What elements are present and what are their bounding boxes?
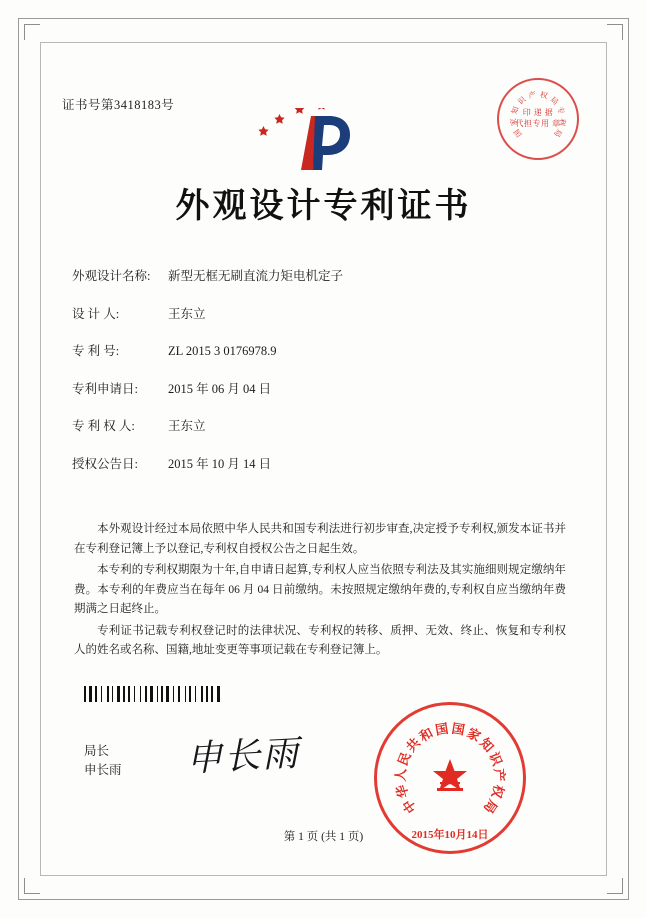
barcode	[84, 686, 259, 702]
certificate-number: 证书号第3418183号	[62, 98, 175, 112]
corner-mark-top-right	[607, 24, 623, 40]
paragraph-3: 专利证书记载专利权登记时的法律状况、专利权的转移、质押、无效、终止、恢复和专利权人的姓名或名称、国籍,地址变更等事项记载在专利登记簿上。	[74, 624, 566, 656]
field-designer	[72, 306, 572, 322]
legal-text-block	[74, 520, 566, 663]
field-value: 2015 年 10 月 14 日	[168, 456, 272, 471]
field-value: ZL 2015 3 0176978.9	[168, 344, 277, 358]
corner-mark-bottom-right	[607, 878, 623, 894]
sipo-logo-icon	[255, 108, 365, 174]
field-design-name	[72, 268, 572, 284]
field-patent-number	[72, 343, 572, 359]
paragraph-2: 本专利的专利权期限为十年,自申请日起算,专利权人应当依照专利法及其实施细则规定缴纳年费。本专利的年费应当在每年 06 月 04 日前缴纳。未按照规定缴纳年费的,专利权自应当缴纳年费期满之日起终止。	[74, 564, 566, 615]
field-value: 2015 年 06 月 04 日	[168, 381, 272, 396]
handwritten-signature: 申长雨	[185, 733, 302, 779]
field-list	[72, 268, 572, 493]
seal-emblem-icon	[427, 755, 473, 801]
signer-role: 局长	[84, 744, 110, 758]
field-application-date	[72, 381, 572, 397]
signer-name: 申长雨	[84, 763, 122, 777]
field-label: 设 计 人:	[72, 306, 120, 321]
field-value: 新型无框无刷直流力矩电机定子	[168, 269, 344, 283]
field-grant-date	[72, 456, 572, 472]
top-right-red-stamp	[497, 78, 579, 160]
signature-block	[84, 742, 122, 780]
seal-ring-text: 中 华 人 民 共 和 国 国 家 知 识 产 权 局	[392, 720, 508, 817]
corner-mark-top-left	[24, 24, 40, 40]
stamp-center-text: 印 递 据 代担专用 章	[515, 108, 561, 128]
field-label: 专 利 号:	[72, 344, 120, 358]
field-label: 专 利 权 人:	[72, 419, 135, 433]
page-footer: 第 1 页 (共 1 页)	[283, 831, 364, 843]
field-label: 外观设计名称:	[72, 269, 151, 283]
field-patentee	[72, 418, 572, 434]
field-value: 王东立	[168, 419, 206, 433]
field-label: 专利申请日:	[72, 381, 138, 396]
seal-date: 2015年10月14日	[411, 829, 489, 841]
field-label: 授权公告日:	[72, 456, 138, 471]
page-title: 外观设计专利证书	[175, 188, 472, 225]
field-value: 王东立	[168, 306, 206, 321]
paragraph-1: 本外观设计经过本局依照中华人民共和国专利法进行初步审查,决定授予专利权,颁发本证书并在专利登记簿上予以登记,专利权自授权公告之日起生效。	[74, 523, 566, 555]
stamp-ring-text: 国 家 知 识 产 权 局 专 利 局	[508, 89, 568, 139]
corner-mark-bottom-left	[24, 878, 40, 894]
